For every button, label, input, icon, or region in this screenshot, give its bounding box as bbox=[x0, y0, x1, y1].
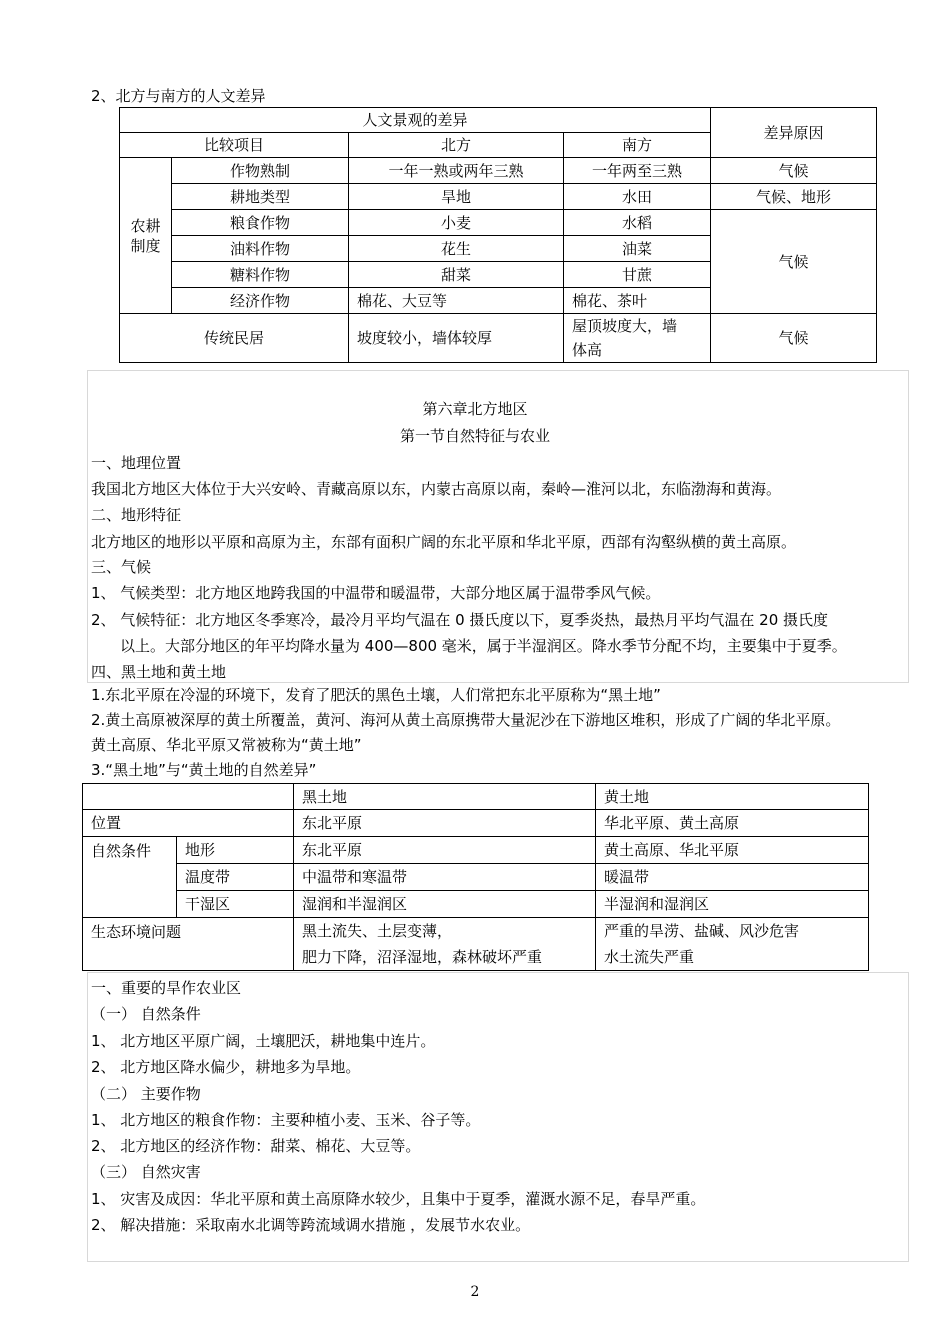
eco-black-line2: 肥力下降，沼泽湿地，森林破坏严重 bbox=[302, 948, 543, 966]
table-cell: 暖温带 bbox=[596, 864, 869, 891]
table-cell: 气候 bbox=[711, 314, 877, 363]
group-farming-system: 农耕制度 bbox=[120, 158, 172, 314]
subheading-disasters: （三） 自然灾害 bbox=[91, 1163, 201, 1181]
soil-difference-table bbox=[82, 783, 869, 971]
eco-black-line1: 黑土流失、土层变薄， bbox=[302, 922, 453, 940]
chapter-title: 第六章北方地区 bbox=[422, 400, 528, 418]
heading-climate: 三、气候 bbox=[91, 558, 152, 576]
climate-type: 1、 气候类型：北方地区地跨我国的中温带和暖温带，大部分地区属于温带季风气候。 bbox=[91, 584, 661, 602]
table-cell: 干湿区 bbox=[177, 891, 294, 918]
table-cell: 小麦 bbox=[349, 210, 564, 236]
table-cell: 中温带和寒温带 bbox=[294, 864, 596, 891]
table-cell: 油菜 bbox=[564, 236, 711, 262]
table-cell: 棉花、茶叶 bbox=[564, 288, 711, 314]
yellow-soil-text-line2: 黄土高原、华北平原又常被称为“黄土地” bbox=[91, 736, 362, 754]
table-header-item: 比较项目 bbox=[120, 133, 349, 158]
table-cell: 地形 bbox=[177, 837, 294, 864]
paragraph-location: 我国北方地区大体位于大兴安岭、青藏高原以东，内蒙古高原以南，秦岭—淮河以北，东临渤海和黄海。 bbox=[91, 480, 782, 498]
table-cell: 气候 bbox=[711, 158, 877, 184]
table-cell: 东北平原 bbox=[294, 810, 596, 837]
table-cell: 水田 bbox=[564, 184, 711, 210]
heading-terrain: 二、地形特征 bbox=[91, 506, 182, 524]
table-header-south: 南方 bbox=[564, 133, 711, 158]
list-item: 1、 北方地区的粮食作物：主要种植小麦、玉米、谷子等。 bbox=[91, 1111, 481, 1129]
heading-dry-farming: 一、重要的旱作农业区 bbox=[91, 979, 242, 997]
table-cell: 经济作物 bbox=[172, 288, 349, 314]
table-cell: 屋顶坡度大，墙体高 bbox=[564, 314, 711, 363]
table-cell: 一年一熟或两年三熟 bbox=[349, 158, 564, 184]
table-cell: 坡度较小，墙体较厚 bbox=[349, 314, 564, 363]
list-item: 1、 北方地区平原广阔，土壤肥沃，耕地集中连片。 bbox=[91, 1032, 436, 1050]
table-cell-merged-reason: 气候 bbox=[711, 210, 877, 314]
black-soil-text: 1.东北平原在冷湿的环境下，发育了肥沃的黑色土壤，人们常把东北平原称为“黑土地” bbox=[91, 686, 661, 704]
table-cell-empty bbox=[83, 784, 294, 810]
table-header-reason: 差异原因 bbox=[711, 108, 877, 158]
eco-yellow-line1: 严重的旱涝、盐碱、风沙危害 bbox=[604, 922, 800, 940]
table-cell: 水稻 bbox=[564, 210, 711, 236]
table-cell: 甘蔗 bbox=[564, 262, 711, 288]
table-cell: 粮食作物 bbox=[172, 210, 349, 236]
table-cell: 耕地类型 bbox=[172, 184, 349, 210]
table-cell: 花生 bbox=[349, 236, 564, 262]
table-header-north: 北方 bbox=[349, 133, 564, 158]
table-cell-natural: 自然条件 bbox=[83, 837, 177, 918]
table-cell: 传统民居 bbox=[120, 314, 349, 363]
section-title-north-south: 2、北方与南方的人文差异 bbox=[91, 87, 266, 105]
table-cell: 作物熟制 bbox=[172, 158, 349, 184]
table-cell: 湿润和半湿润区 bbox=[294, 891, 596, 918]
table-header-yellow: 黄土地 bbox=[596, 784, 869, 810]
table-cell: 生态环境问题 bbox=[83, 918, 294, 971]
table-cell-eco-black bbox=[294, 918, 596, 971]
section-title: 第一节自然特征与农业 bbox=[399, 427, 550, 445]
heading-soil: 四、黑土地和黄土地 bbox=[91, 663, 227, 681]
table-cell: 旱地 bbox=[349, 184, 564, 210]
table-header-black: 黑土地 bbox=[294, 784, 596, 810]
subheading-crops: （二） 主要作物 bbox=[91, 1085, 201, 1103]
list-item: 2、 解决措施：采取南水北调等跨流域调水措施 ，发展节水农业。 bbox=[91, 1216, 531, 1234]
table-cell-eco-yellow bbox=[596, 918, 869, 971]
table-cell: 棉花、大豆等 bbox=[349, 288, 564, 314]
yellow-soil-text-line1: 2.黄土高原被深厚的黄土所覆盖，黄河、海河从黄土高原携带大量泥沙在下游地区堆积，形成了广阔的华北平原。 bbox=[91, 711, 841, 729]
table-cell: 糖料作物 bbox=[172, 262, 349, 288]
table-cell: 甜菜 bbox=[349, 262, 564, 288]
list-item: 2、 北方地区的经济作物：甜菜、棉花、大豆等。 bbox=[91, 1137, 421, 1155]
table-cell: 位置 bbox=[83, 810, 294, 837]
human-difference-table bbox=[119, 107, 877, 363]
list-item: 1、 灾害及成因：华北平原和黄土高原降水较少，且集中于夏季，灌溉水源不足，春旱严重。 bbox=[91, 1190, 706, 1208]
eco-yellow-line2: 水土流失严重 bbox=[604, 948, 695, 966]
table-cell: 油料作物 bbox=[172, 236, 349, 262]
table-cell: 温度带 bbox=[177, 864, 294, 891]
climate-feature-line2: 以上。大部分地区的年平均降水量为 400—800 毫米，属于半湿润区。降水季节分配不均，主要集中于夏季。 bbox=[120, 637, 847, 655]
table-cell: 气候、地形 bbox=[711, 184, 877, 210]
table-cell: 半湿润和湿润区 bbox=[596, 891, 869, 918]
heading-location: 一、地理位置 bbox=[91, 454, 182, 472]
table-cell: 华北平原、黄土高原 bbox=[596, 810, 869, 837]
table-cell: 一年两至三熟 bbox=[564, 158, 711, 184]
subheading-natural: （一） 自然条件 bbox=[91, 1005, 201, 1023]
table-cell: 东北平原 bbox=[294, 837, 596, 864]
paragraph-terrain: 北方地区的地形以平原和高原为主，东部有面积广阔的东北平原和华北平原，西部有沟壑纵横的黄土高原。 bbox=[91, 533, 797, 551]
table-cell: 黄土高原、华北平原 bbox=[596, 837, 869, 864]
list-item: 2、 北方地区降水偏少，耕地多为旱地。 bbox=[91, 1058, 361, 1076]
page-number: 2 bbox=[470, 1284, 480, 1300]
table-header-main: 人文景观的差异 bbox=[120, 108, 711, 133]
climate-feature-line1: 2、 气候特征：北方地区冬季寒冷，最冷月平均气温在 0 摄氏度以下，夏季炎热，最热月平均气温在 20 摄氏度 bbox=[91, 611, 829, 629]
soil-diff-title: 3.“黑土地”与“黄土地的自然差异” bbox=[91, 761, 317, 779]
